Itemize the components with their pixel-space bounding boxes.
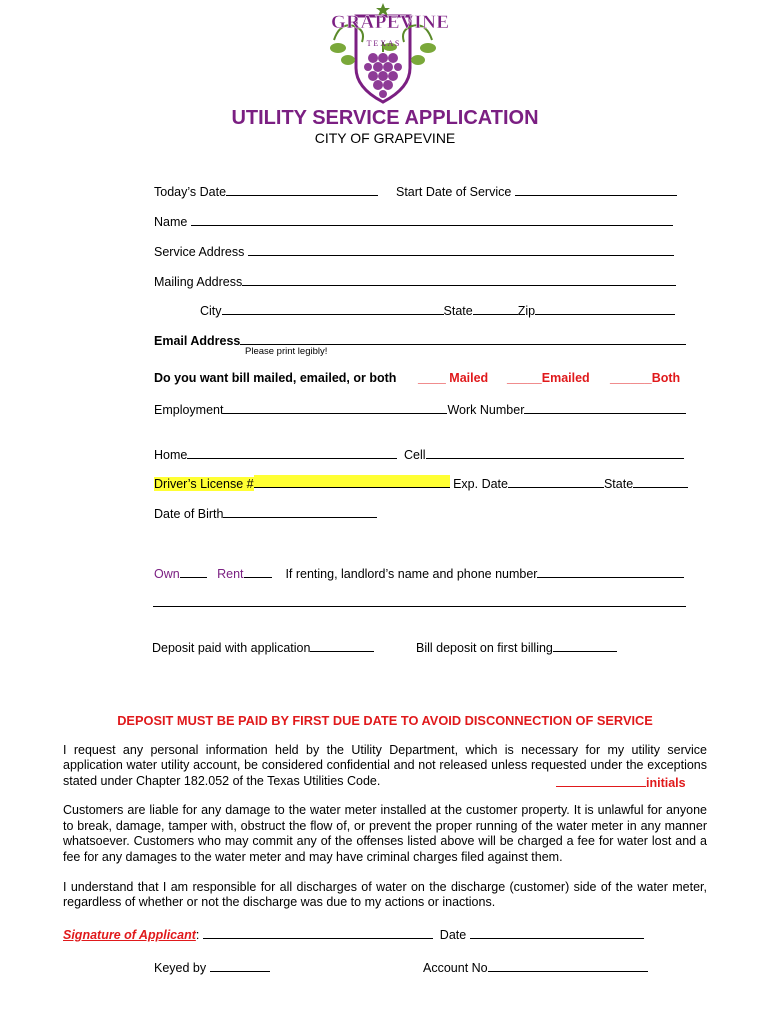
home-label: Home [154,448,188,462]
signature-row [63,926,644,942]
zip-field[interactable] [535,302,675,315]
work-number-field[interactable] [524,401,686,414]
signature-field[interactable] [203,926,433,939]
bill-deposit-row [416,639,617,655]
home-field[interactable] [187,446,397,459]
name-field[interactable] [191,213,673,226]
liability-text: Customers are liable for any damage to the water meter installed at the customer property. It is unlawful for anyone to break, damage, tamper with, obstruct the flow of, or prevent the proper running of the water meter in any manner whatsoever. Customers who may commit any of the offenses listed above will be charged a fee for water lost and a fee for any damages to the water meter and may have criminal charges filed against them. [63,803,707,864]
landlord-field[interactable] [537,565,684,578]
drivers-license-row [154,475,688,491]
deposit-paid-label: Deposit paid with application [152,641,311,655]
account-no-label: Account No [423,961,488,975]
opt-emailed[interactable]: _____Emailed [507,371,590,385]
start-date-row [396,183,677,199]
drivers-license-field[interactable] [254,475,450,488]
account-no-row [423,959,648,975]
todays-date-label: Today’s Date [154,185,227,199]
cell-row [404,446,684,462]
cell-field[interactable] [426,446,684,459]
signature-label: Signature of Applicant [63,928,196,942]
start-date-label: Start Date of Service [396,185,512,199]
residence-row [154,565,684,581]
bill-question: Do you want bill mailed, emailed, or both [154,371,397,385]
employment-row [154,401,686,417]
home-row [154,446,397,462]
initials-row [556,774,686,790]
initials-field[interactable] [556,774,646,787]
rent-label: Rent [217,567,244,581]
city-logo [326,2,450,106]
opt-both[interactable]: ______Both [610,371,681,385]
dl-state-label: State [603,477,634,491]
start-date-field[interactable] [515,183,677,196]
liability-paragraph [63,803,707,865]
state-field[interactable] [473,302,518,315]
bill-deposit-field[interactable] [553,639,617,652]
signature-colon: : [195,928,200,942]
cell-label: Cell [404,448,426,462]
rent-field[interactable] [244,565,272,578]
name-row [154,213,673,229]
logo-name: GRAPEVINE [331,12,450,33]
keyed-by-row [154,959,270,975]
exp-date-field[interactable] [508,475,604,488]
employment-label: Employment [154,403,224,417]
privacy-text: I request any personal information held by the Utility Department, which is necessary for my utility service application water utility account, be considered confidential and not released unless requested under the exceptions stated under Chapter 182.052 of the Texas Utilities Code. [63,743,707,788]
own-label: Own [154,567,180,581]
dob-field[interactable] [223,505,377,518]
keyed-by-label: Keyed by [154,961,207,975]
service-address-row [154,243,674,259]
dob-label: Date of Birth [154,507,224,521]
disconnection-warning: DEPOSIT MUST BE PAID BY FIRST DUE DATE TO AVOID DISCONNECTION OF SERVICE [117,713,653,728]
deposit-paid-field[interactable] [310,639,374,652]
name-label: Name [154,215,188,229]
service-address-field[interactable] [248,243,674,256]
service-address-label: Service Address [154,245,245,259]
logo-state: T E X A S [366,39,400,48]
own-field[interactable] [180,565,207,578]
exp-date-label: Exp. Date [453,477,508,491]
signature-date-label: Date [439,928,467,942]
initials-label: initials [646,776,686,790]
mailing-address-field[interactable] [242,273,676,286]
work-number-label: Work Number [447,403,525,417]
city-field[interactable] [222,302,444,315]
drivers-license-label: Driver’s License # [154,477,254,491]
deposit-paid-row [152,639,374,655]
state-label: State [443,304,473,318]
email-field[interactable] [240,332,686,345]
city-label: City [200,304,222,318]
signature-date-field[interactable] [470,926,644,939]
mailing-address-label: Mailing Address [154,275,243,289]
todays-date-field[interactable] [226,183,378,196]
page-title: UTILITY SERVICE APPLICATION [231,107,539,129]
account-no-field[interactable] [488,959,648,972]
discharge-paragraph [63,880,707,911]
city-state-zip-row [200,302,675,318]
keyed-by-field[interactable] [210,959,270,972]
landlord-label: If renting, landlord’s name and phone number [285,567,538,581]
discharge-text: I understand that I am responsible for all discharges of water on the discharge (customer) side of the water meter, regardless of whether or not the discharge was due to my actions or inactions. [63,880,707,910]
print-note: Please print legibly! [245,346,328,357]
email-row [154,332,686,348]
dl-state-field[interactable] [633,475,688,488]
todays-date-row [154,183,378,199]
email-label: Email Address [154,334,241,348]
landlord-field-line2[interactable] [153,606,686,607]
employment-field[interactable] [223,401,447,414]
opt-mailed[interactable]: ____ Mailed [418,371,489,385]
dob-row [154,505,377,521]
zip-label: Zip [517,304,536,318]
mailing-address-row [154,273,676,289]
bill-deposit-label: Bill deposit on first billing [416,641,553,655]
page-subtitle: CITY OF GRAPEVINE [314,130,456,146]
